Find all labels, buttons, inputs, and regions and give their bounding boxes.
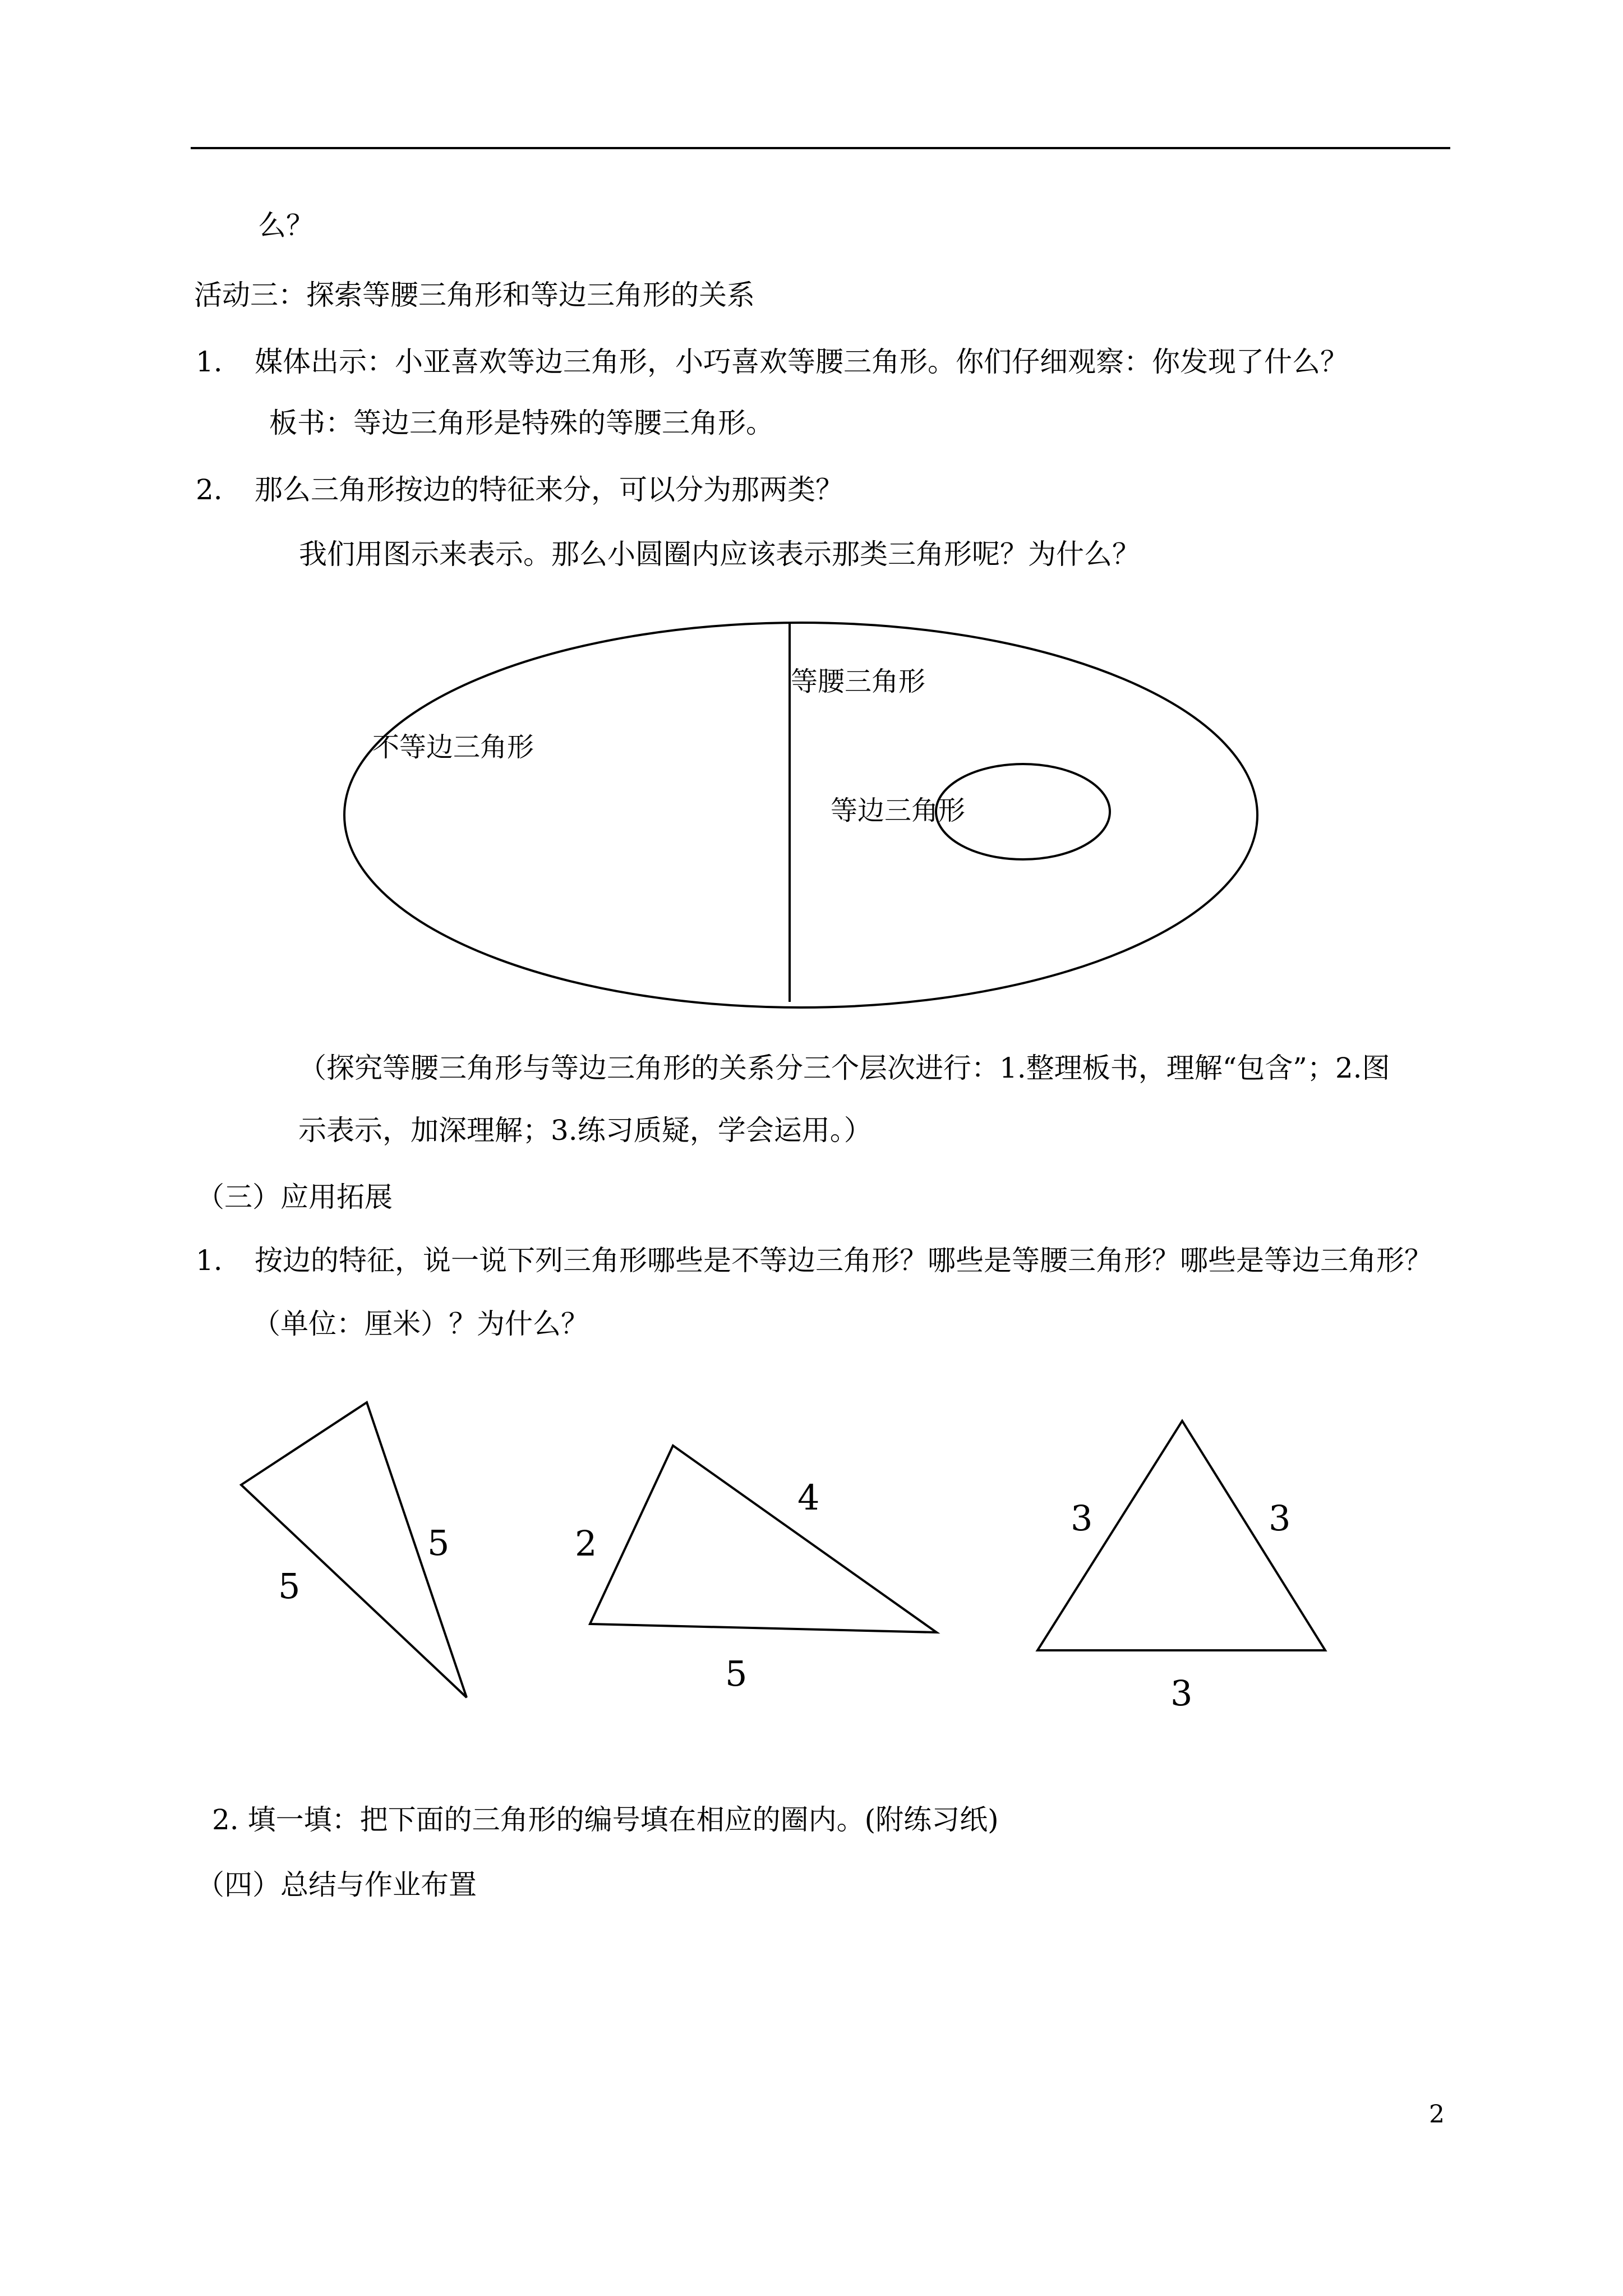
- text-line: （单位：厘米）？为什么？: [252, 1308, 589, 1340]
- text-line: 示表示，加深理解；3.练习质疑，学会运用。）: [298, 1114, 872, 1147]
- side-label: 5: [278, 1566, 301, 1607]
- section-heading: （三）应用拓展: [196, 1181, 393, 1213]
- text-line: 2. 填一填：把下面的三角形的编号填在相应的圈内。(附练习纸): [212, 1803, 999, 1836]
- side-label: 4: [797, 1477, 820, 1518]
- board-note: 板书：等边三角形是特殊的等腰三角形。: [269, 407, 774, 439]
- item-number: 1.: [196, 346, 223, 378]
- page-number: 2: [1429, 2100, 1445, 2129]
- activity-heading: 活动三：探索等腰三角形和等边三角形的关系: [194, 279, 755, 311]
- side-label: 3: [1170, 1673, 1193, 1714]
- side-label: 5: [725, 1653, 748, 1694]
- text-line: 媒体出示：小亚喜欢等边三角形，小巧喜欢等腰三角形。你们仔细观察：你发现了什么？: [255, 346, 1348, 378]
- text-line: 么？: [258, 209, 314, 242]
- side-label: 5: [427, 1522, 450, 1563]
- item-number: 2.: [196, 473, 223, 506]
- text-line: 我们用图示来表示。那么小圆圈内应该表示那类三角形呢？为什么？: [299, 538, 1140, 570]
- text-line: 那么三角形按边的特征来分，可以分为那两类？: [255, 473, 843, 506]
- scalene-label: 不等边三角形: [372, 731, 534, 763]
- equilateral-label: 等边三角形: [831, 795, 966, 826]
- item-number: 1.: [196, 1244, 223, 1277]
- triangle-3: [1038, 1421, 1325, 1714]
- isosceles-label: 等腰三角形: [791, 666, 926, 697]
- side-label: 3: [1269, 1498, 1291, 1539]
- triangle-1: [241, 1402, 467, 1697]
- side-label: 3: [1071, 1498, 1093, 1539]
- section-heading: （四）总结与作业布置: [196, 1869, 477, 1901]
- side-label: 2: [575, 1523, 597, 1564]
- text-line: 按边的特征，说一说下列三角形哪些是不等边三角形？哪些是等腰三角形？哪些是等边三角形？: [255, 1244, 1432, 1277]
- text-line: （探究等腰三角形与等边三角形的关系分三个层次进行：1.整理板书，理解“包含”；2.图: [298, 1052, 1390, 1084]
- triangle-2: [575, 1446, 937, 1694]
